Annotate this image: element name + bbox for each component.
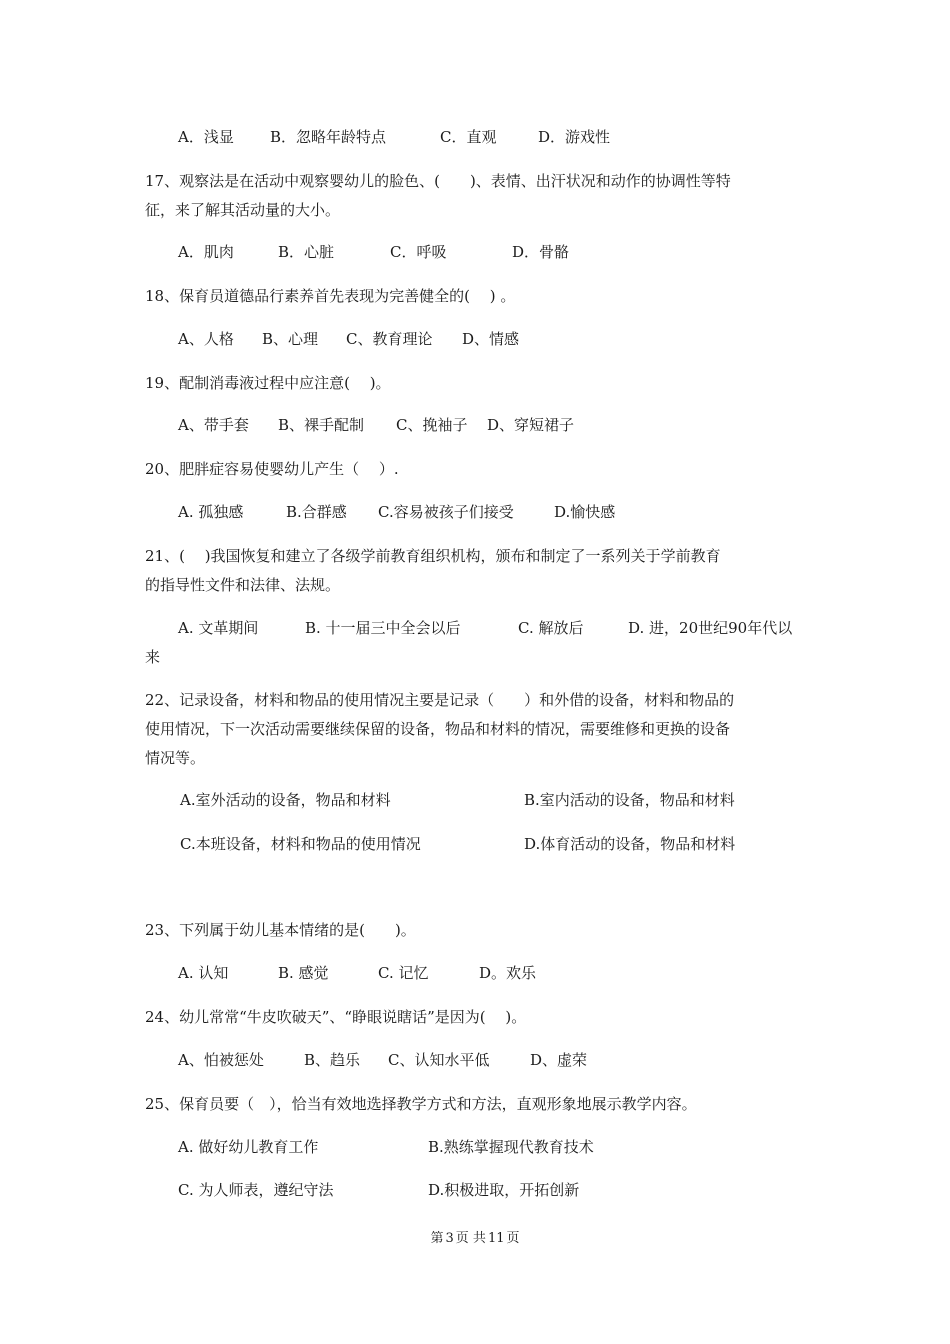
q20-option-a: A. 孤独感 [178, 503, 244, 521]
q24-option-c: C、认知水平低 [388, 1051, 490, 1069]
q19-line-1: 19、配制消毒液过程中应注意( )。 [145, 374, 391, 392]
q24-option-d: D、虚荣 [530, 1051, 588, 1069]
q20-line-1: 20、肥胖症容易使婴幼儿产生（ ）. [145, 460, 399, 478]
q21-option-d: D. 进，20世纪90年代以 [628, 619, 793, 637]
q18-option-d: D、情感 [462, 330, 520, 348]
q20-option-b: B.合群感 [286, 503, 347, 521]
q20-option-c: C.容易被孩子们接受 [378, 503, 514, 521]
q19-option-a: A、带手套 [178, 416, 249, 434]
q16-option-a: A．浅显 [178, 128, 234, 146]
q16-option-c: C．直观 [440, 128, 497, 146]
q17-line-2: 征，来了解其活动量的大小。 [145, 201, 341, 219]
q19-option-b: B、裸手配制 [278, 416, 365, 434]
q17-option-a: A．肌肉 [178, 243, 234, 261]
q20-option-d: D.愉快感 [554, 503, 616, 521]
q17-option-b: B．心脏 [278, 243, 335, 261]
q23-option-b: B. 感觉 [278, 964, 329, 982]
q25-option-c: C. 为人师表，遵纪守法 [178, 1181, 334, 1199]
q22-option-b: B.室内活动的设备，物品和材料 [524, 791, 735, 809]
q25-option-b: B.熟练掌握现代教育技术 [428, 1138, 594, 1156]
q25-line-1: 25、保育员要（ ），恰当有效地选择教学方式和方法，直观形象地展示教学内容。 [145, 1095, 697, 1113]
footer-suffix: 页 [506, 1231, 520, 1246]
q19-option-c: C、挽袖子 [396, 416, 468, 434]
q18-option-c: C、教育理论 [346, 330, 433, 348]
q23-option-d: D。欢乐 [479, 964, 537, 982]
q17-option-c: C．呼吸 [390, 243, 447, 261]
q22-line-1: 22、记录设备，材料和物品的使用情况主要是记录（ ）和外借的设备，材料和物品的 [145, 691, 735, 709]
q22-line-2: 使用情况，下一次活动需要继续保留的设备，物品和材料的情况，需要维修和更换的设备 [145, 720, 731, 738]
q24-option-b: B、趋乐 [304, 1051, 361, 1069]
q21-line-1: 21、( )我国恢复和建立了各级学前教育组织机构，颁布和制定了一系列关于学前教育 [145, 547, 721, 565]
q17-line-1: 17、观察法是在活动中观察婴幼儿的脸色、( )、表情、出汗状况和动作的协调性等特 [145, 172, 731, 190]
q21-option-b: B. 十一届三中全会以后 [305, 619, 461, 637]
q18-line-1: 18、保育员道德品行素养首先表现为完善健全的( ) 。 [145, 287, 516, 305]
q16-option-b: B．忽略年龄特点 [270, 128, 387, 146]
page-footer [0, 1227, 950, 1246]
q22-option-d: D.体育活动的设备，物品和材料 [524, 835, 736, 853]
q16-option-d: D．游戏性 [538, 128, 611, 146]
q21-option-a: A. 文革期间 [178, 619, 259, 637]
q21-line-2: 的指导性文件和法律、法规。 [145, 576, 341, 594]
q18-option-a: A、人格 [178, 330, 234, 348]
q24-option-a: A、怕被惩处 [178, 1051, 264, 1069]
q25-option-a: A. 做好幼儿教育工作 [178, 1138, 319, 1156]
q24-line-1: 24、幼儿常常“牛皮吹破天”、“睁眼说瞎话”是因为( )。 [145, 1008, 527, 1026]
footer-total-pages: 11 [487, 1231, 505, 1246]
q22-option-a: A.室外活动的设备，物品和材料 [180, 791, 391, 809]
q17-option-d: D．骨骼 [512, 243, 570, 261]
footer-mid: 页 共 [455, 1231, 486, 1246]
footer-page-number: 3 [445, 1231, 454, 1246]
q19-option-d: D、穿短裙子 [487, 416, 575, 434]
q23-option-c: C. 记忆 [378, 964, 429, 982]
q21-option-c: C. 解放后 [518, 619, 584, 637]
q23-option-a: A. 认知 [178, 964, 229, 982]
q23-line-1: 23、下列属于幼儿基本情绪的是( )。 [145, 921, 416, 939]
q25-option-d: D.积极进取，开拓创新 [428, 1181, 580, 1199]
q22-line-3: 情况等。 [145, 749, 206, 767]
q21-option-d-wrap: 来 [145, 648, 161, 666]
footer-prefix: 第 [430, 1231, 444, 1246]
q22-option-c: C.本班设备，材料和物品的使用情况 [180, 835, 421, 853]
q18-option-b: B、心理 [262, 330, 319, 348]
